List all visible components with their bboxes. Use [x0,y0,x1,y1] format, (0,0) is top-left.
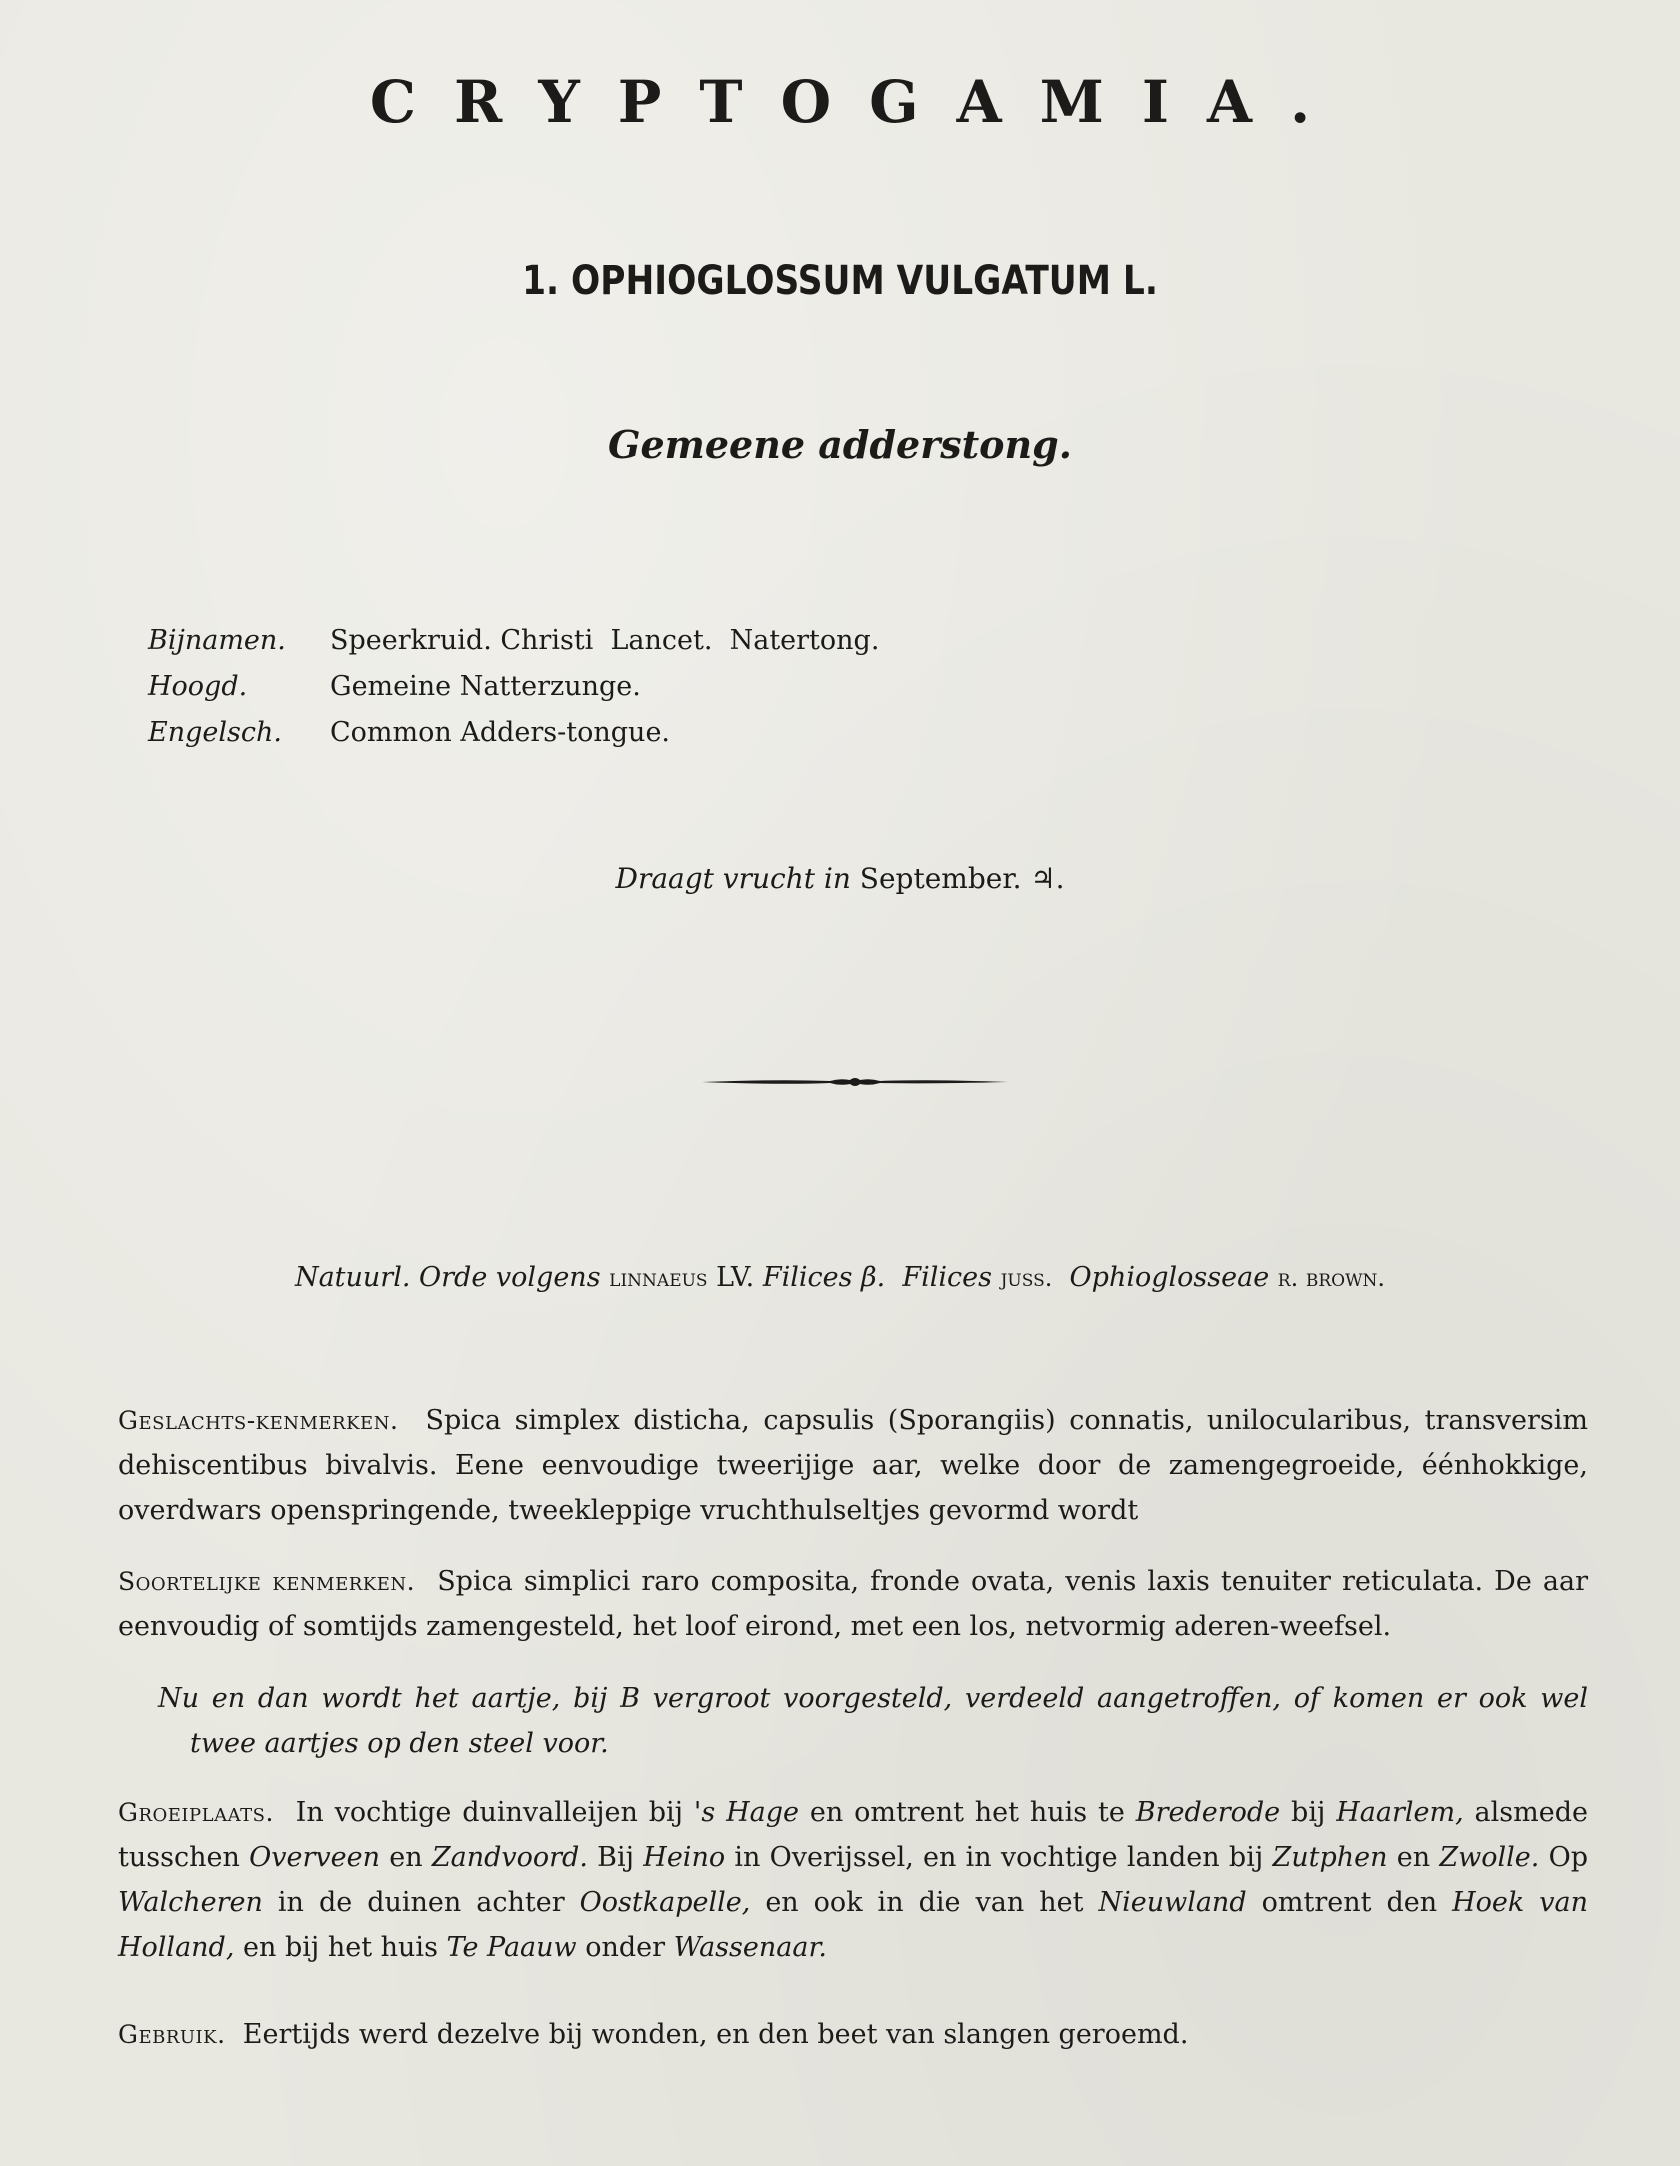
usage-lead: Gebruik. [118,2020,226,2049]
fruiting-time [0,862,1680,895]
usage-paragraph [118,2012,1588,2057]
name-value: Gemeine Natterzunge. [330,671,641,702]
order-author-linnaeus: linnaeus [609,1264,708,1292]
place-name: 's Hage [693,1797,799,1828]
place-name: Hoek van Holland, [118,1887,1589,1963]
habitat-text: en [389,1842,423,1873]
name-row-engelsch [148,710,879,756]
fruit-label: Draagt vrucht in [615,862,851,895]
species-text: Spica simplici raro composita, fronde ovata, venis laxis tenuiter reticulata. De aar eenvoudig of somtijds zamengesteld, het loof eirond, met een los, netvormig aderen-weefsel. [118,1566,1588,1642]
name-row-bijnamen [148,618,879,664]
section-title: CRYPTOGAMIA. [369,68,1349,136]
order-author-brown: r. brown. [1277,1264,1386,1292]
name-language: Hoogd. [148,671,248,702]
habitat-text: Bij [597,1842,635,1873]
habitat-text: bij [1291,1797,1326,1828]
common-name: Gemeene adderstong. [608,422,1072,467]
place-name: Overveen [249,1842,380,1873]
place-name: Oostkapelle, [579,1887,751,1918]
name-language: Bijnamen. [148,625,286,656]
species-lead: Soortelijke kenmerken. [118,1567,416,1596]
species-characteristics [118,1559,1588,1649]
order-label: Natuurl. Orde volgens [294,1262,601,1293]
habitat-text: Op [1548,1842,1589,1873]
species-title: 1. OPHIOGLOSSUM VULGATUM L. [522,258,1158,304]
place-name: Te Paauw [446,1932,577,1963]
place-name: Zwolle. [1439,1842,1540,1873]
habitat-text: omtrent den [1261,1887,1438,1918]
place-name: Walcheren [118,1887,263,1918]
name-language: Engelsch. [148,717,282,748]
habitat-text: en ook in die van het [765,1887,1084,1918]
order-class: LV. [716,1262,755,1293]
order-family: Ophioglosseae [1069,1262,1270,1293]
habitat-text: In vochtige duinvalleijen bij [295,1797,684,1828]
habitat-lead: Groeiplaats. [118,1798,274,1827]
ornament-divider [700,1070,1010,1094]
habitat-text: en [1396,1842,1431,1873]
order-filices-beta: Filices β. [762,1262,886,1293]
place-name: Zandvoord. [431,1842,588,1873]
genus-lead: Geslachts-kenmerken. [118,1406,399,1435]
perennial-symbol: ♃. [1030,862,1065,895]
note-text: Nu en dan wordt het aartje, bij B vergroot voorgesteld, verdeeld aangetroffen, of komen er ook wel twee aartjes op den steel voor. [158,1683,1588,1759]
habitat-paragraph [118,1790,1588,1970]
habitat-text: onder [585,1932,666,1963]
note-paragraph [158,1676,1588,1766]
habitat-text: alsmede tusschen [118,1797,1588,1873]
name-value: Speerkruid. Christi Lancet. Natertong. [330,625,880,656]
fruit-month: September. [859,862,1022,895]
place-name: Zutphen [1272,1842,1388,1873]
name-value: Common Adders-tongue. [330,717,671,748]
place-name: Wassenaar. [673,1932,827,1963]
usage-text: Eertijds werd dezelve bij wonden, en den beet van slangen geroemd. [242,2019,1189,2050]
name-row-hoogd [148,664,879,710]
habitat-text: in de duinen achter [277,1887,565,1918]
place-name: Heino [643,1842,726,1873]
genus-characteristics [118,1398,1588,1533]
habitat-text: in Overijssel, en in vochtige landen bij [734,1842,1264,1873]
habitat-text: en bij het huis [243,1932,438,1963]
natural-order [0,1262,1680,1293]
habitat-text: en omtrent het huis te [809,1797,1125,1828]
vernacular-names [148,618,879,756]
place-name: Nieuwland [1098,1887,1247,1918]
place-name: Brederode [1135,1797,1281,1828]
genus-text: Spica simplex disticha, capsulis (Sporangiis) connatis, unilocularibus, transversim dehiscentibus bivalvis. Eene eenvoudige tweerijige aar, welke door de zamengegroeide, éénhokkige, overdwars openspringende, tweekleppige vruchthulseltjes gevormd wordt [118,1405,1589,1526]
place-name: Haarlem, [1336,1797,1464,1828]
order-author-juss: juss. [1000,1264,1053,1292]
order-filices: Filices [902,1262,993,1293]
